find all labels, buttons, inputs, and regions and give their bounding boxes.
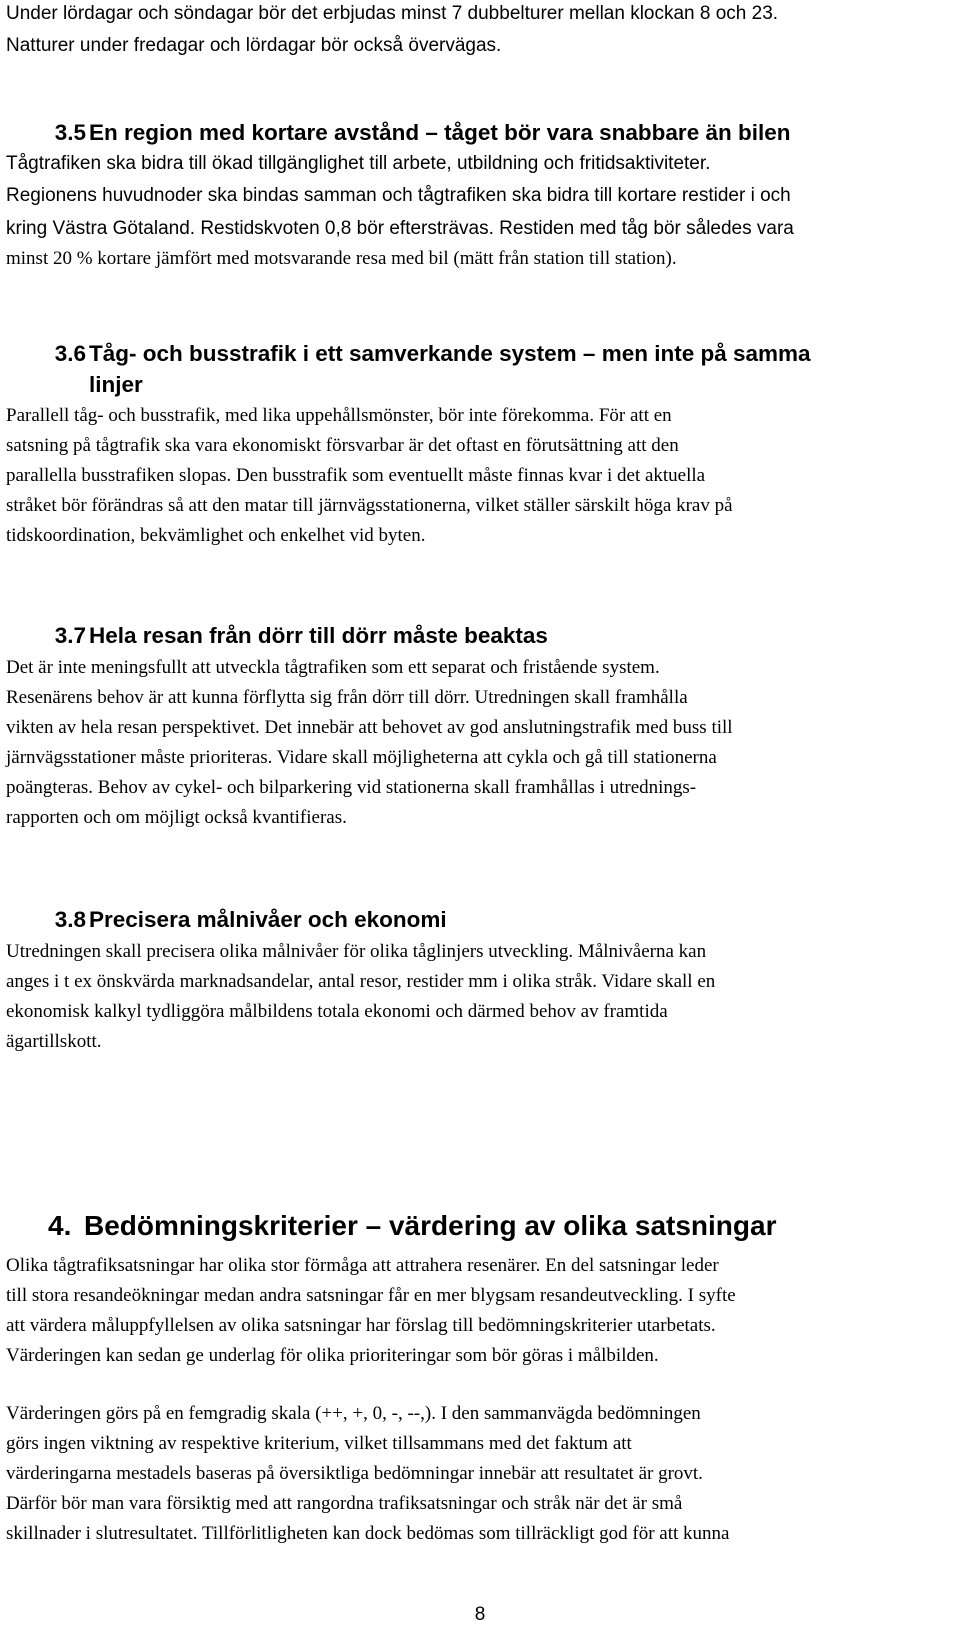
chapter-4-paragraph-2 (6, 1399, 956, 1549)
section-title: Tåg- och busstrafik i ett samverkande system – men inte på samma (89, 341, 811, 366)
text-line: Det är inte meningsfullt att utveckla tågtrafiken som ett separat och fristående system. (6, 657, 660, 678)
text-line: görs ingen viktning av respektive kriterium, vilket tillsammans med det faktum att (6, 1433, 632, 1454)
section-3-7-paragraph (6, 653, 956, 833)
text-line: poängteras. Behov av cykel- och bilparkering vid stationerna skall framhållas i utrednings- (6, 777, 697, 798)
chapter-title: Bedömningskriterier – värdering av olika satsningar (84, 1210, 777, 1241)
text-line: Därför bör man vara försiktig med att rangordna trafiksatsningar och stråk när det är små (6, 1493, 683, 1514)
intro-paragraph (6, 0, 956, 62)
text-line: skillnader i slutresultatet. Tillförlitligheten kan dock bedömas som tillräckligt god för att kunna (6, 1523, 730, 1544)
text-line: Värderingen görs på en femgradig skala (++, +, 0, -, --,). I den sammanvägda bedömningen (6, 1403, 701, 1424)
text-line: anges i t ex önskvärda marknadsandelar, antal resor, restider mm i olika stråk. Vidare skall en (6, 971, 716, 992)
section-number: 3.8 (54, 907, 86, 932)
text-line: att värdera måluppfyllelsen av olika satsningar har förslag till bedömningskriterier utarbetats. (6, 1315, 716, 1336)
text-line: till stora resandeökningar medan andra satsningar får en mer blygsam resandeutveckling. I syfte (6, 1285, 736, 1306)
text-line: rapporten och om möjligt också kvantifieras. (6, 807, 347, 828)
page-number: 8 (474, 1604, 486, 1625)
text-line: Parallell tåg- och busstrafik, med lika uppehållsmönster, bör inte förekomma. För att en (6, 405, 672, 426)
text-line: järnvägsstationer måste prioriteras. Vidare skall möjligheterna att cykla och gå till stationerna (6, 747, 717, 768)
section-title: Hela resan från dörr till dörr måste beaktas (89, 623, 548, 648)
text-line: satsning på tågtrafik ska vara ekonomiskt försvarbar är det oftast en förutsättning att den (6, 435, 679, 456)
section-3-5-paragraph-b (6, 214, 956, 274)
section-number: 3.5 (54, 120, 86, 145)
text-line: värderingarna mestadels baseras på översiktliga bedömningar innebär att resultatet är grovt. (6, 1463, 703, 1484)
text-line: ekonomisk kalkyl tydliggöra målbildens totala ekonomi och därmed behov av framtida (6, 1001, 668, 1022)
text-line: Under lördagar och söndagar bör det erbjudas minst 7 dubbelturer mellan klockan 8 och 23. (6, 3, 779, 24)
section-3-5-paragraph-a (6, 148, 956, 212)
section-title-wrap (89, 338, 956, 400)
text-line: Regionens huvudnoder ska bindas samman och tågtrafiken ska bidra till kortare restider i och (6, 185, 791, 206)
chapter-number: 4. (48, 1210, 72, 1241)
text-line: Resenärens behov är att kunna förflytta sig från dörr till dörr. Utredningen skall framhålla (6, 687, 688, 708)
section-title-continued: linjer (89, 372, 143, 397)
chapter-4-paragraph-1 (6, 1251, 956, 1371)
text-line: Värderingen kan sedan ge underlag för olika prioriteringar som bör göras i målbilden. (6, 1345, 659, 1366)
section-3-8-paragraph (6, 937, 956, 1057)
section-3-6-paragraph (6, 401, 956, 551)
text-line: Tågtrafiken ska bidra till ökad tillgänglighet till arbete, utbildning och fritidsaktiviteter. (6, 153, 711, 174)
text-line: vikten av hela resan perspektivet. Det innebär att behovet av god anslutningstrafik med buss till (6, 717, 733, 738)
text-line: Utredningen skall precisera olika målnivåer för olika tåglinjers utveckling. Målnivåerna kan (6, 941, 707, 962)
text-line: Olika tågtrafiksatsningar har olika stor förmåga att attrahera resenärer. En del satsningar leder (6, 1255, 719, 1276)
section-heading-3-7 (6, 620, 956, 651)
section-title: Precisera målnivåer och ekonomi (89, 907, 447, 932)
text-line: ägartillskott. (6, 1031, 102, 1052)
section-number: 3.6 (54, 341, 86, 366)
text-line-part: kring Västra Götaland. Restidskvoten 0,8 bör eftersträvas. Restiden med tåg bör således vara (6, 218, 794, 239)
text-line: Natturer under fredagar och lördagar bör också övervägas. (6, 35, 502, 56)
section-title: En region med kortare avstånd – tåget bör vara snabbare än bilen (89, 120, 791, 145)
text-line (6, 214, 956, 244)
text-line: parallella busstrafiken slopas. Den busstrafik som eventuellt måste finnas kvar i det aktuella (6, 465, 706, 486)
section-heading-3-8 (6, 904, 956, 935)
text-line: minst 20 % kortare jämfört med motsvarande resa med bil (mätt från station till station). (6, 248, 677, 269)
section-heading-3-6 (6, 338, 956, 400)
text-line: stråket bör förändras så att den matar till järnvägsstationerna, vilket ställer särskilt höga krav på (6, 495, 733, 516)
chapter-heading-4 (6, 1208, 956, 1244)
text-line: tidskoordination, bekvämlighet och enkelhet vid byten. (6, 525, 426, 546)
section-number: 3.7 (54, 623, 86, 648)
section-heading-3-5 (6, 117, 956, 148)
